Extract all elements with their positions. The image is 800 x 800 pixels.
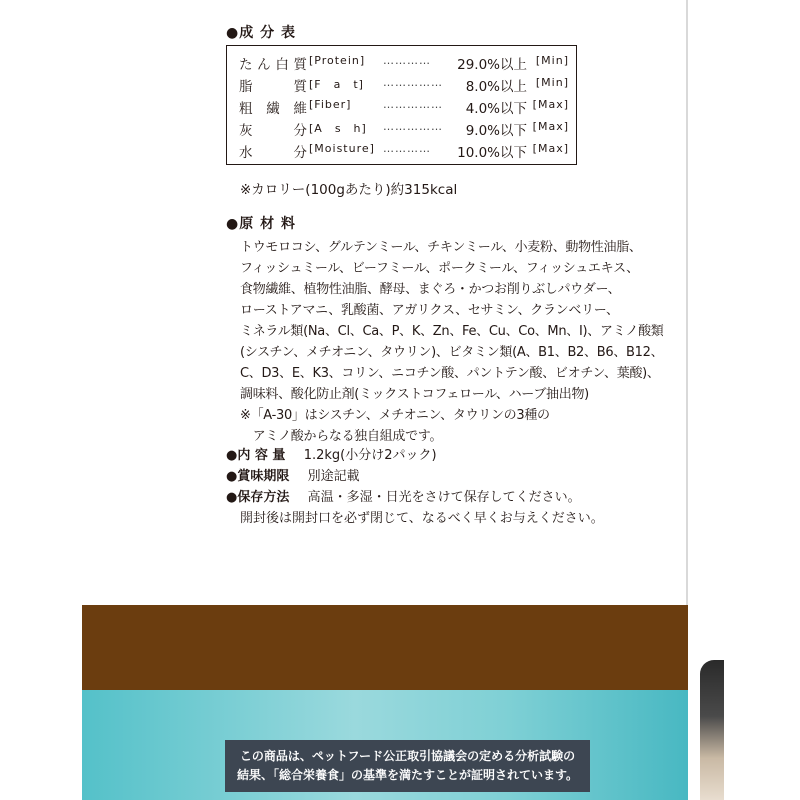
- row-value: 9.0%以下: [465, 123, 527, 139]
- row-unit: [Min]: [535, 76, 569, 89]
- row-label: 水 分: [239, 145, 307, 161]
- composition-row-protein: [239, 53, 569, 75]
- ingredient-line: C、D3、E、K3、コリン、ニコチン酸、パントテン酸、ビオチン、葉酸)、: [240, 366, 660, 381]
- composition-title: ●成 分 表: [226, 25, 296, 41]
- row-label: た ん 白 質: [239, 57, 307, 73]
- dog-photo-edge: [700, 660, 724, 800]
- composition-row-moisture: [239, 141, 569, 163]
- ingredients-title: ●原 材 料: [226, 216, 296, 232]
- expiry-info: [226, 465, 360, 484]
- row-value: 10.0%以下: [457, 145, 527, 161]
- row-english: [Moisture]: [309, 142, 375, 155]
- ingredient-note: ※「A-30」はシスチン、メチオニン、タウリンの3種の: [240, 408, 550, 423]
- row-dots: ……………: [383, 76, 443, 89]
- row-dots: ……………: [383, 120, 443, 133]
- row-dots: ……………: [383, 98, 443, 111]
- row-unit: [Max]: [532, 142, 569, 155]
- row-unit: [Max]: [532, 120, 569, 133]
- row-label: 粗 繊 維: [239, 101, 307, 117]
- row-unit: [Max]: [532, 98, 569, 111]
- row-unit: [Min]: [535, 54, 569, 67]
- ingredient-line: 食物繊維、植物性油脂、酵母、まぐろ・かつお削りぶしパウダー、: [240, 282, 621, 297]
- row-english: [F a t]: [309, 78, 364, 91]
- composition-row-fat: [239, 75, 569, 97]
- row-dots: …………: [383, 142, 431, 155]
- ingredient-note: アミノ酸からなる独自組成です。: [240, 429, 443, 444]
- row-english: [Protein]: [309, 54, 366, 67]
- ingredient-line: ローストアマニ、乳酸菌、アガリクス、セサミン、クランベリー、: [240, 303, 619, 318]
- storage-note: 開封後は開封口を必ず閉じて、なるべく早くお与えください。: [240, 511, 604, 526]
- row-label: 灰 分: [239, 123, 307, 139]
- ingredient-line: トウモロコシ、グルテンミール、チキンミール、小麦粉、動物性油脂、: [240, 240, 642, 255]
- content-label: ●内 容 量: [226, 448, 286, 463]
- ingredient-line: 調味料、酸化防止剤(ミックストコフェロール、ハーブ抽出物): [240, 387, 589, 402]
- row-value: 8.0%以上: [465, 79, 527, 95]
- storage-label: ●保存方法: [226, 490, 290, 505]
- certification-line: この商品は、ペットフード公正取引協議会の定める分析試験の: [239, 749, 576, 763]
- ingredient-line: (シスチン、メチオニン、タウリン)、ビタミン類(A、B1、B2、B6、B12、: [240, 345, 664, 360]
- certification-box: [225, 740, 590, 792]
- composition-row-fiber: [239, 97, 569, 119]
- content-info: [226, 444, 437, 463]
- row-english: [Fiber]: [309, 98, 352, 111]
- composition-row-ash: [239, 119, 569, 141]
- brown-band: [82, 605, 688, 690]
- row-english: [A s h]: [309, 122, 367, 135]
- expiry-label: ●賞味期限: [226, 469, 290, 484]
- composition-table: [226, 45, 577, 165]
- calorie-note: ※カロリー(100gあたり)約315kcal: [240, 182, 458, 198]
- row-label: 脂 質: [239, 79, 307, 95]
- row-value: 29.0%以上: [457, 57, 527, 73]
- storage-info: [226, 486, 581, 505]
- content-value: 1.2kg(小分け2パック): [303, 448, 437, 463]
- row-dots: …………: [383, 54, 431, 67]
- storage-value: 高温・多湿・日光をさけて保存してください。: [307, 490, 581, 505]
- row-value: 4.0%以下: [465, 101, 527, 117]
- ingredient-line: フィッシュミール、ビーフミール、ポークミール、フィッシュエキス、: [240, 261, 639, 276]
- expiry-value: 別途記載: [307, 469, 360, 484]
- ingredient-line: ミネラル類(Na、Cl、Ca、P、K、Zn、Fe、Cu、Co、Mn、I)、アミノ酸類: [240, 324, 664, 339]
- certification-line: 結果、「総合栄養食」の基準を満たすことが証明されています。: [236, 768, 579, 782]
